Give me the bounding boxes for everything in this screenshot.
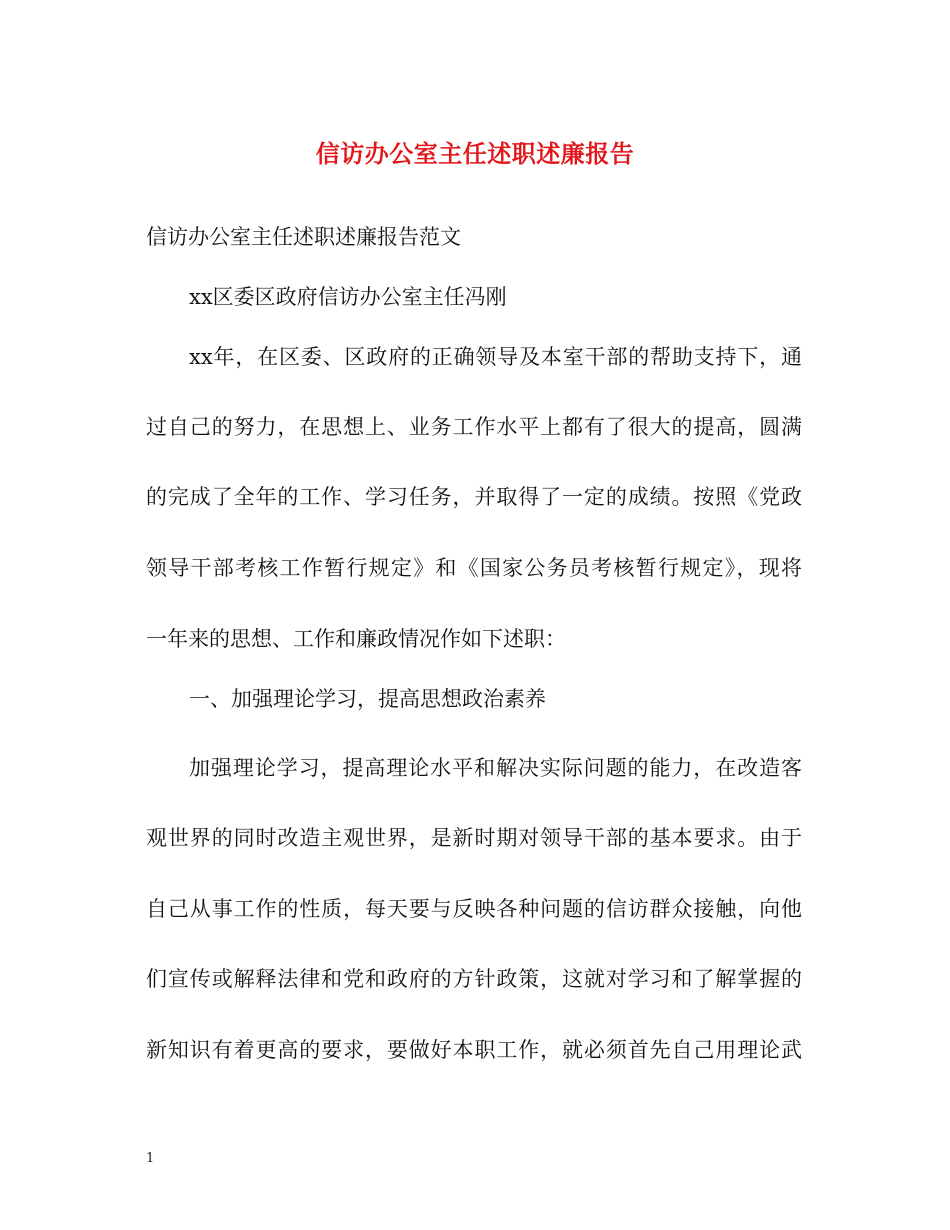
- paragraph-line: xx年，在区委、区政府的正确领导及本室干部的帮助支持下，通: [189, 345, 802, 369]
- paragraph-line: 观世界的同时改造主观世界，是新时期对领导干部的基本要求。由于: [146, 826, 802, 850]
- subtitle-line: 信访办公室主任述职述廉报告范文: [146, 225, 461, 249]
- paragraph-line: 加强理论学习，提高理论水平和解决实际问题的能力，在改造客: [189, 756, 802, 780]
- page-number: 1: [146, 1151, 155, 1166]
- paragraph-line: 新知识有着更高的要求，要做好本职工作，就必须首先自己用理论武: [146, 1038, 802, 1062]
- author-line: xx区委区政府信访办公室主任冯刚: [189, 285, 507, 309]
- section-heading: 一、加强理论学习，提高思想政治素养: [189, 687, 546, 711]
- document-title: 信访办公室主任述职述廉报告: [315, 139, 635, 168]
- paragraph-line: 领导干部考核工作暂行规定》和《国家公务员考核暂行规定》，现将: [146, 556, 802, 580]
- paragraph-line: 们宣传或解释法律和党和政府的方针政策，这就对学习和了解掌握的: [146, 967, 802, 991]
- paragraph-line: 的完成了全年的工作、学习任务，并取得了一定的成绩。按照《党政: [146, 485, 802, 509]
- paragraph-line: 自己从事工作的性质，每天要与反映各种问题的信访群众接触，向他: [146, 897, 802, 921]
- paragraph-line: 一年来的思想、工作和廉政情况作如下述职：: [146, 627, 566, 651]
- paragraph-line: 过自己的努力，在思想上、业务工作水平上都有了很大的提高，圆满: [146, 415, 802, 439]
